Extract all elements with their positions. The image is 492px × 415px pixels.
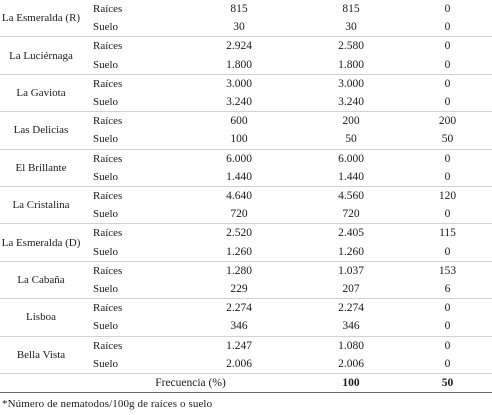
genus-a-count-cell: 720: [342, 208, 360, 221]
table-row: [0, 149, 492, 168]
total-count-cell: 100: [230, 133, 248, 146]
genus-b-count-cell: 0: [444, 96, 451, 109]
sample-type-cell: Raíces: [82, 149, 179, 168]
sample-type-cell: Raíces: [82, 299, 179, 318]
total-count-cell: 1.800: [226, 58, 252, 71]
genus-a-count-cell: 346: [342, 320, 360, 333]
frequency-label: Frecuencia (%): [82, 374, 299, 393]
total-count-cell: 2.274: [179, 299, 299, 318]
genus-a-count-cell: 207: [342, 283, 360, 296]
farm-name-cell: Las Delicias: [0, 112, 82, 149]
genus-a-count-cell: 1.260: [338, 245, 364, 258]
genus-b-count-cell: 120: [403, 187, 492, 206]
total-count-cell: 2.520: [179, 224, 299, 243]
total-count-cell: 3.000: [179, 74, 299, 93]
genus-a-count-cell: 200: [299, 112, 403, 131]
sample-type-cell: Raíces: [82, 336, 179, 355]
genus-b-count-cell: 0: [444, 3, 451, 15]
genus-b-count-cell: 0: [444, 58, 451, 71]
frequency-value-genus-b: 50: [403, 374, 492, 393]
farm-name-cell: La Cristalina: [0, 187, 82, 224]
total-count-cell: 1.260: [226, 245, 252, 258]
genus-a-count-cell: 2.274: [299, 299, 403, 318]
total-count-cell: 3.240: [226, 96, 252, 109]
genus-a-count-cell: 1.080: [299, 336, 403, 355]
farm-name-cell: La Luciérnaga: [0, 37, 82, 74]
genus-b-count-cell: 0: [403, 149, 492, 168]
farm-name-cell: Bella Vista: [0, 336, 82, 373]
total-count-cell: 4.640: [179, 187, 299, 206]
genus-b-count-cell: 6: [444, 283, 451, 296]
genus-a-count-cell: 2.580: [299, 37, 403, 56]
genus-a-count-cell: 3.000: [299, 74, 403, 93]
sample-type-cell: Raíces: [82, 261, 179, 280]
farm-name-cell: La Esmeralda (R): [1, 12, 81, 25]
genus-b-count-cell: 0: [444, 320, 451, 333]
farm-name-cell: Lisboa: [0, 299, 82, 336]
sample-type-cell: Suelo: [93, 357, 119, 370]
farm-name-cell: La Gaviota: [0, 74, 82, 111]
sample-type-cell: Raíces: [82, 74, 179, 93]
sample-type-cell: Suelo: [93, 170, 119, 183]
sample-type-cell: Suelo: [93, 208, 119, 221]
genus-b-count-cell: 0: [444, 208, 451, 221]
total-count-cell: 2.006: [226, 357, 252, 370]
total-count-cell: 1.280: [179, 261, 299, 280]
genus-b-count-cell: 153: [403, 261, 492, 280]
total-count-cell: 2.924: [179, 37, 299, 56]
table-row: [0, 37, 492, 56]
total-count-cell: 720: [230, 208, 248, 221]
sample-type-cell: Raíces: [82, 187, 179, 206]
genus-a-count-cell: 2.006: [338, 357, 364, 370]
genus-a-count-cell: 3.240: [338, 96, 364, 109]
genus-a-count-cell: 30: [345, 21, 357, 34]
genus-b-count-cell: 200: [403, 112, 492, 131]
genus-b-count-cell: 0: [403, 37, 492, 56]
genus-b-count-cell: 0: [403, 336, 492, 355]
genus-a-count-cell: 6.000: [299, 149, 403, 168]
sample-type-cell: Suelo: [93, 245, 119, 258]
farm-name-cell: La Esmeralda (D): [0, 224, 82, 261]
total-count-cell: 6.000: [179, 149, 299, 168]
sample-type-cell: Raíces: [82, 224, 179, 243]
table-row: [0, 261, 492, 280]
genus-b-count-cell: 0: [403, 74, 492, 93]
genus-b-count-cell: 0: [403, 299, 492, 318]
genus-a-count-cell: 2.405: [299, 224, 403, 243]
table-row: [0, 299, 492, 318]
genus-b-count-cell: 0: [444, 170, 451, 183]
sample-type-cell: Suelo: [93, 21, 119, 34]
genus-a-count-cell: 1.440: [338, 170, 364, 183]
frequency-value-genus-a: 100: [299, 374, 403, 393]
sample-type-cell: Raíces: [82, 37, 179, 56]
genus-a-count-cell: 4.560: [299, 187, 403, 206]
total-count-cell: 346: [230, 320, 248, 333]
total-count-cell: 1.247: [179, 336, 299, 355]
genus-a-count-cell: 815: [342, 3, 360, 15]
total-count-cell: 1.440: [226, 170, 252, 183]
table-row: [0, 0, 492, 18]
sample-type-cell: Suelo: [93, 283, 119, 296]
genus-a-count-cell: 1.037: [299, 261, 403, 280]
sample-type-cell: Suelo: [93, 96, 119, 109]
total-count-cell: 229: [230, 283, 248, 296]
farm-name-cell: La Cabaña: [0, 261, 82, 298]
frequency-row: [0, 374, 492, 393]
sample-type-cell: Suelo: [93, 133, 119, 146]
genus-b-count-cell: 115: [403, 224, 492, 243]
total-count-cell: 600: [179, 112, 299, 131]
genus-b-count-cell: 0: [444, 245, 451, 258]
genus-b-count-cell: 0: [444, 357, 451, 370]
genus-a-count-cell: 50: [345, 133, 357, 146]
genus-b-count-cell: 0: [444, 21, 451, 34]
genus-a-count-cell: 1.800: [338, 58, 364, 71]
table-row: [0, 112, 492, 131]
sample-type-cell: Suelo: [93, 320, 119, 333]
farm-name-cell: El Brillante: [0, 149, 82, 186]
genus-b-count-cell: 50: [441, 133, 454, 146]
total-count-cell: 815: [230, 3, 248, 15]
table-row: [0, 336, 492, 355]
empty-cell: [0, 374, 82, 393]
table-row: [0, 224, 492, 243]
table-footnote: *Número de nematodos/100g de raíces o suelo: [2, 398, 213, 410]
sample-type-cell: Raíces: [93, 3, 123, 15]
table-row: [0, 187, 492, 206]
total-count-cell: 30: [233, 21, 245, 34]
sample-type-cell: Raíces: [82, 112, 179, 131]
sample-type-cell: Suelo: [93, 58, 119, 71]
table-row: [0, 74, 492, 93]
